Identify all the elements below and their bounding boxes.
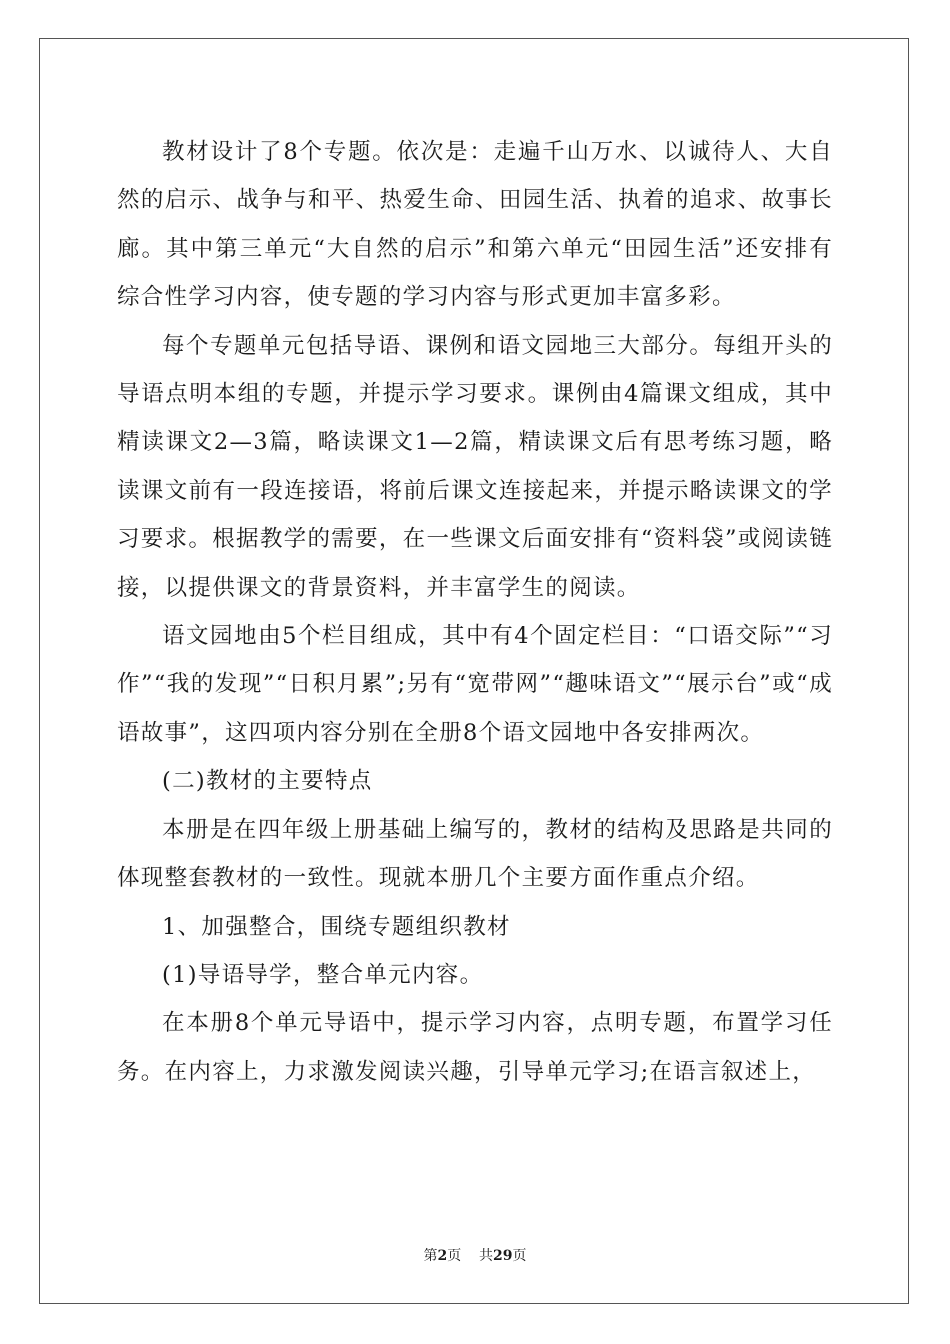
document-body — [117, 128, 833, 1096]
paragraph: 本册是在四年级上册基础上编写的，教材的结构及思路是共同的体现整套教材的一致性。现就本册几个主要方面作重点介绍。 — [117, 816, 833, 892]
paragraph: 教材设计了8个专题。依次是：走遍千山万水、以诚待人、大自然的启示、战争与和平、热爱生命、田园生活、执着的追求、故事长廊。其中第三单元“大自然的启示”和第六单元“田园生活”还安排有综合性学习内容，使专题的学习内容与形式更加丰富多彩。 — [117, 139, 833, 311]
page-prefix: 第 — [423, 1248, 438, 1264]
paragraph: 在本册8个单元导语中，提示学习内容，点明专题，布置学习任务。在内容上，力求激发阅读兴趣，引导单元学习;在语言叙述上， — [117, 1010, 833, 1085]
subsection-heading: 1、加强整合，围绕专题组织教材 — [162, 913, 511, 940]
section-heading: (二)教材的主要特点 — [162, 768, 373, 795]
paragraph: 语文园地由5个栏目组成，其中有4个固定栏目：“口语交际”“习作”“我的发现”“日积月累”;另有“宽带网”“趣味语文”“展示台”或“成语故事”，这四项内容分别在全册8个语文园地中各安排两次。 — [117, 623, 833, 746]
total-prefix: 共 — [479, 1248, 494, 1264]
total-suffix: 页 — [512, 1248, 527, 1264]
total-pages: 29 — [493, 1248, 513, 1264]
subsection-item: (1)导语导学，整合单元内容。 — [162, 961, 484, 988]
page-number: 2 — [437, 1248, 448, 1264]
paragraph: 每个专题单元包括导语、课例和语文园地三大部分。每组开头的导语点明本组的专题，并提示学习要求。课例由4篇课文组成，其中精读课文2—3篇，略读课文1—2篇，精读课文后有思考练习题，略读课文前有一段连接语，将前后课文连接起来，并提示略读课文的学习要求。根据教学的需要，在一些课文后面安排有“资料袋”或阅读链接，以提供课文的背景资料，并丰富学生的阅读。 — [117, 332, 833, 601]
page-suffix: 页 — [447, 1248, 462, 1264]
page-footer — [0, 1245, 950, 1265]
